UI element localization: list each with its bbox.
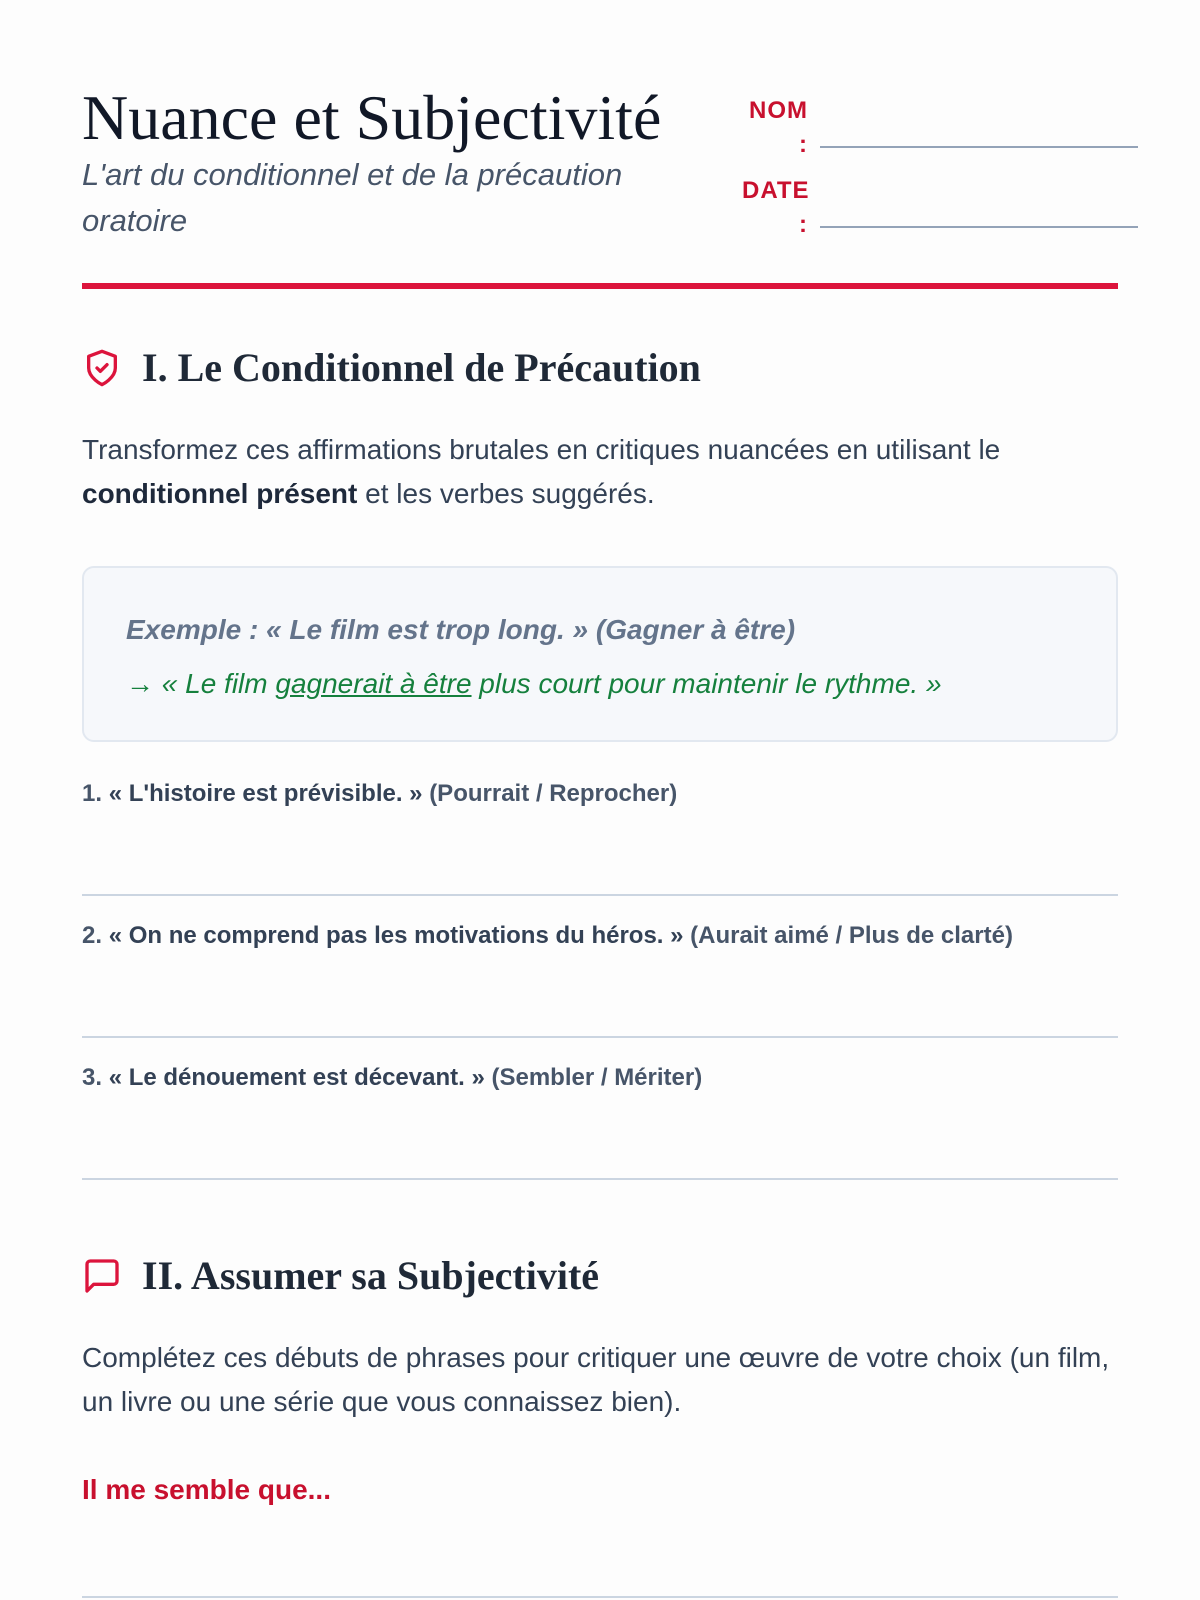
question-hint: (Aurait aimé / Plus de clarté) [690, 922, 1013, 949]
date-line[interactable] [820, 226, 1138, 228]
date-label: DATE : [742, 177, 810, 238]
header-divider [82, 283, 1118, 289]
question-number: 3. [82, 1064, 103, 1091]
question-2-text [82, 918, 1118, 954]
question-3-text [82, 1060, 1118, 1096]
question-hint: (Sembler / Mériter) [491, 1064, 703, 1091]
example-box [82, 566, 1118, 742]
page-title: Nuance et Subjectivité [82, 82, 662, 153]
message-square-icon [82, 1256, 122, 1296]
example-answer [126, 664, 1074, 704]
question-number: 1. [82, 780, 103, 807]
question-quote: « On ne comprend pas les motivations du héros. » [108, 922, 684, 949]
intro-text-bold: conditionnel présent [82, 478, 358, 509]
example-answer-prefix: → « Le film [126, 668, 276, 699]
question-1[interactable] [82, 776, 1118, 896]
question-quote: « Le dénouement est décevant. » [108, 1064, 485, 1091]
question-1-text [82, 776, 1118, 812]
section-1-instructions [82, 428, 1118, 516]
example-prompt: Exemple : « Le film est trop long. » (Gagner à être) [126, 614, 796, 645]
worksheet-header [82, 78, 1118, 288]
question-3[interactable] [82, 1060, 1118, 1180]
example-answer-suffix: plus court pour maintenir le rythme. » [471, 668, 942, 699]
intro-text-start: Transformez ces affirmations brutales en critiques nuancées en utilisant le [82, 434, 1001, 465]
question-hint: (Pourrait / Reprocher) [429, 780, 678, 807]
section-1-title: I. Le Conditionnel de Précaution [142, 345, 701, 390]
student-info [742, 94, 1138, 254]
shield-check-icon [82, 348, 122, 388]
date-field[interactable] [742, 174, 1138, 254]
intro-text-end: et les verbes suggérés. [357, 478, 655, 509]
name-field[interactable] [742, 94, 1138, 174]
name-label: NOM : [749, 97, 808, 158]
section-2-instructions: Complétez ces débuts de phrases pour critiquer une œuvre de votre choix (un film, un livre ou une série que vous connaissez bien). [82, 1342, 1110, 1417]
section-2-heading [82, 1250, 599, 1302]
section-1-heading [82, 342, 701, 394]
question-quote: « L'histoire est prévisible. » [108, 780, 423, 807]
example-answer-highlight: gagnerait à être [275, 668, 472, 699]
sentence-prompt-1[interactable] [82, 1470, 1118, 1598]
question-2[interactable] [82, 918, 1118, 1038]
prompt-label: Il me semble que... [82, 1474, 331, 1505]
page-subtitle: L'art du conditionnel et de la précaution oratoire [82, 157, 623, 238]
name-line[interactable] [820, 146, 1138, 148]
question-number: 2. [82, 922, 103, 949]
section-2-title: II. Assumer sa Subjectivité [142, 1253, 600, 1298]
